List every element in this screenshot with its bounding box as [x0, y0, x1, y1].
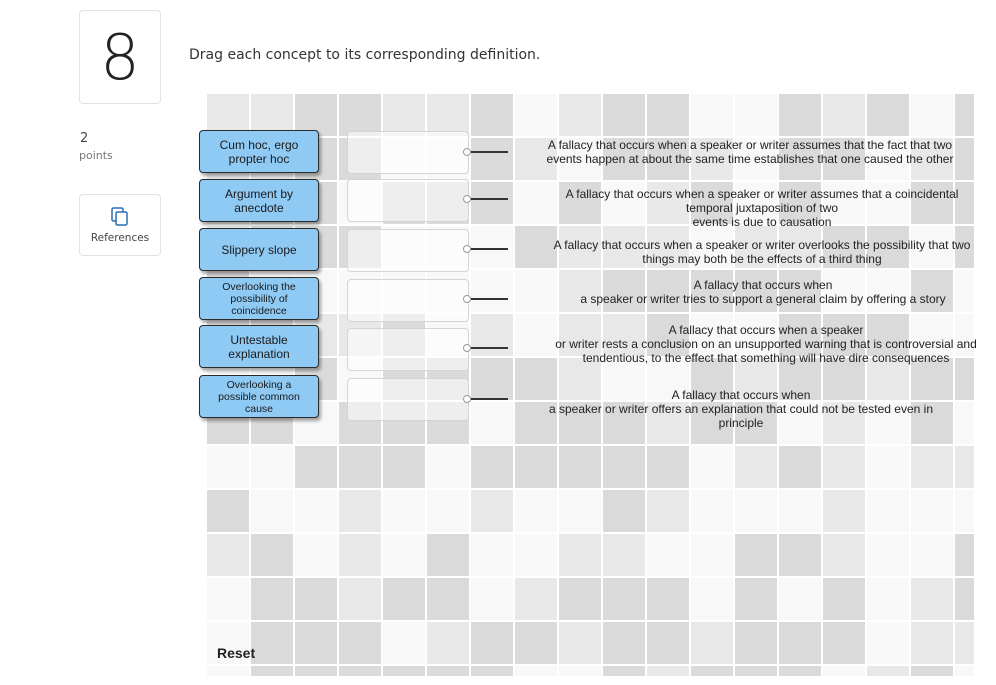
drop-zone[interactable] [347, 179, 469, 222]
definition-text: A fallacy that occurs when a speaker or writer rests a conclusion on an unsupported warning that is controversial and tendentious, to the effect that something will have dire consequences [555, 323, 977, 365]
drop-zone[interactable] [347, 279, 469, 322]
references-button[interactable] [79, 194, 161, 256]
definition-text: A fallacy that occurs when a speaker or writer assumes that a coincidental temporal juxtaposition of two events is due to causation [565, 187, 959, 229]
connector [463, 294, 509, 306]
copy-pages-icon [111, 207, 129, 227]
concept-tile[interactable]: Slippery slope [199, 228, 319, 271]
concept-tile[interactable]: Cum hoc, ergo propter hoc [199, 130, 319, 173]
connector [463, 147, 509, 159]
concept-tile[interactable]: Overlooking the possibility of coincidence [199, 277, 319, 320]
concept-tile[interactable]: Untestable explanation [199, 325, 319, 368]
concept-tile[interactable]: Overlooking a possible common cause [199, 375, 319, 418]
drop-zone[interactable] [347, 328, 469, 371]
connector [463, 244, 509, 256]
instruction-text: Drag each concept to its corresponding definition. [189, 47, 541, 63]
drop-zone[interactable] [347, 378, 469, 421]
grid-wash [206, 93, 974, 676]
points-value: 2 [80, 131, 89, 146]
definition-text: A fallacy that occurs when a speaker or writer assumes that the fact that two events happen at about the same time establishes that one caused the other [546, 138, 954, 166]
references-label: References [90, 231, 150, 244]
question-number: 8 [79, 10, 161, 104]
definition-text: A fallacy that occurs when a speaker or writer offers an explanation that could not be tested even in principle [548, 388, 934, 430]
pixel-grid-background [206, 93, 974, 676]
definition-text: A fallacy that occurs when a speaker or writer overlooks the possibility that two things may both be the effects of a third thing [553, 238, 971, 266]
connector [463, 394, 509, 406]
background-pattern [206, 93, 974, 676]
connector [463, 194, 509, 206]
points-label: points [79, 149, 113, 162]
reset-button[interactable]: Reset [217, 645, 256, 661]
definition-text: A fallacy that occurs when a speaker or writer tries to support a general claim by offering a story [580, 278, 946, 306]
drop-zone[interactable] [347, 229, 469, 272]
connector [463, 343, 509, 355]
drop-zone[interactable] [347, 131, 469, 174]
concept-tile[interactable]: Argument by anecdote [199, 179, 319, 222]
